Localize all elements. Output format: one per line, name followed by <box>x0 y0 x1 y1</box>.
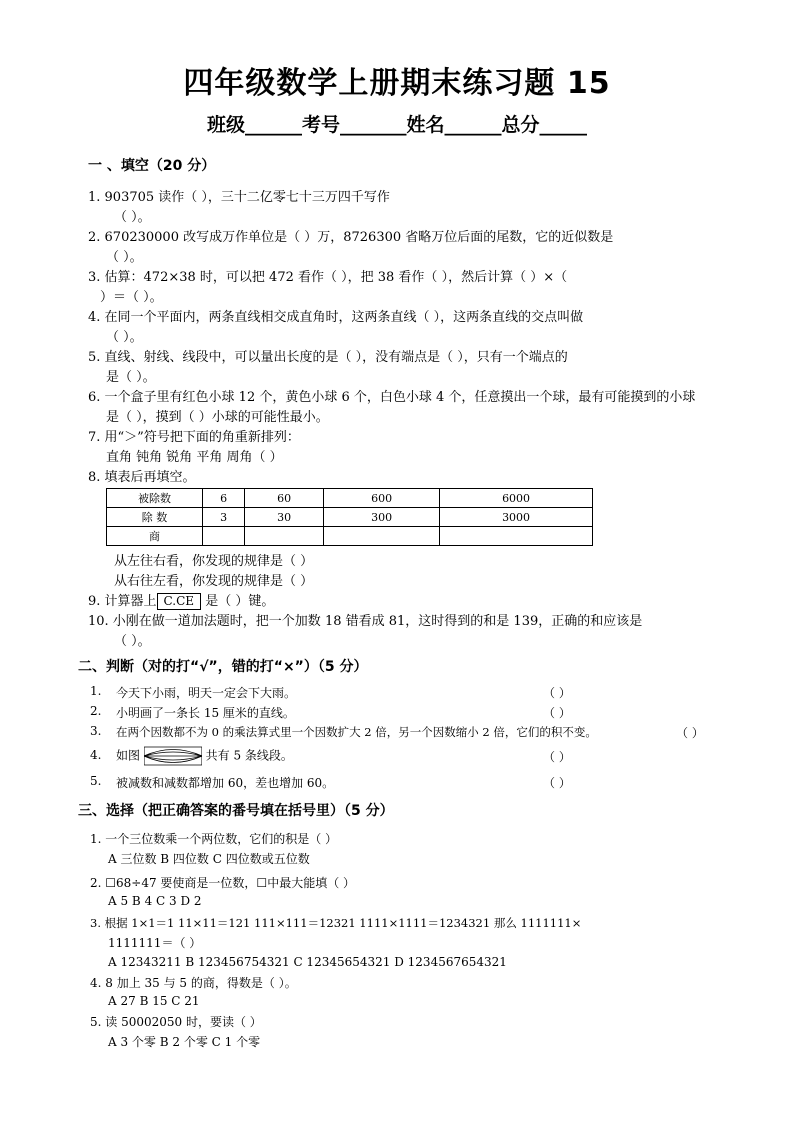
table-cell <box>203 527 245 546</box>
fill-q3-line1: 3. 估算：472×38 时，可以把 472 看作（ ），把 38 看作（ ），然后计算（ ）×（ <box>88 270 568 285</box>
fill-q3-line2: ）＝（ ）。 <box>100 290 163 305</box>
judge-q2-num: 2. <box>90 704 102 718</box>
judge-q3-text: 在两个因数都不为 0 的乘法算式里一个因数扩大 2 倍，另一个因数缩小 2 倍，它们的积不变。 <box>116 725 597 739</box>
table-cell <box>245 527 324 546</box>
fill-q5-line1: 5. 直线、射线、线段中，可以量出长度的是（ ），没有端点是（ ），只有一个端点的 <box>88 350 568 365</box>
choice-q5-stem: 5. 读 50002050 时，要读（ ） <box>90 1015 262 1029</box>
page-title: 四年级数学上册期末练习题 15 <box>183 66 611 101</box>
table-cell: 60 <box>245 489 324 508</box>
section1-heading: 一 、填空（20 分） <box>88 158 216 174</box>
judge-q4-num: 4. <box>90 748 102 762</box>
fill-q1-line2: （ ）。 <box>114 210 151 225</box>
fill-q6-line2: 是（ ），摸到（ ）小球的可能性最小。 <box>106 410 329 425</box>
choice-q1-stem: 1. 一个三位数乘一个两位数，它们的积是（ ） <box>90 832 338 846</box>
table-row <box>107 489 593 508</box>
judge-q1-text: 今天下小雨，明天一定会下大雨。 <box>116 686 297 700</box>
choice-q2-stem: 2. ☐68÷47 要使商是一位数，☐中最大能填（ ） <box>90 876 356 890</box>
fill-q9-suffix: 是（ ）键。 <box>201 594 275 609</box>
lens-lines-figure <box>144 745 202 767</box>
judge-q4-text-before: 如图 <box>116 748 141 763</box>
fill-q2-line2: （ ）。 <box>106 250 143 265</box>
fill-q6-line1: 6. 一个盒子里有红色小球 12 个，黄色小球 6 个，白色小球 4 个，任意摸出一个球，最有可能摸到的小球 <box>88 390 696 405</box>
table-cell: 除 数 <box>107 508 203 527</box>
judge-q5-num: 5. <box>90 774 102 788</box>
table-cell: 6 <box>203 489 245 508</box>
judge-q5-paren: （ ） <box>543 776 571 790</box>
table-cell: 3000 <box>440 508 593 527</box>
table-cell: 300 <box>324 508 440 527</box>
fill-q9-prefix: 9. 计算器上 <box>88 594 157 609</box>
judge-q2-paren: （ ） <box>543 706 571 720</box>
fill-q4-line2: （ ）。 <box>106 330 143 345</box>
calculator-key-cce: C.CE <box>157 593 202 610</box>
table-cell: 商 <box>107 527 203 546</box>
choice-q4-stem: 4. 8 加上 35 与 5 的商，得数是（ ）。 <box>90 976 297 990</box>
judge-q1-num: 1. <box>90 684 102 698</box>
table-cell <box>324 527 440 546</box>
fill-q10-line1: 10. 小刚在做一道加法题时，把一个加数 18 错看成 81，这时得到的和是 139，正确的和应该是 <box>88 614 643 629</box>
fill-q7-line1: 7. 用“＞”符号把下面的角重新排列： <box>88 430 300 445</box>
choice-q3-stem-line2: 1111111＝（ ） <box>108 936 202 950</box>
table-cell: 30 <box>245 508 324 527</box>
table-row <box>107 527 593 546</box>
judge-q5-text: 被减数和减数都增加 60，差也增加 60。 <box>116 776 335 790</box>
judge-q4-paren: （ ） <box>543 750 571 764</box>
table-cell: 3 <box>203 508 245 527</box>
table-cell: 6000 <box>440 489 593 508</box>
pattern-right-left: 从右往左看，你发现的规律是（ ） <box>114 574 314 589</box>
fill-q5-line2: 是（ ）。 <box>106 370 156 385</box>
fill-q10-line2: （ ）。 <box>114 634 151 649</box>
fill-q9 <box>88 590 274 610</box>
choice-q4-options: A 27 B 15 C 21 <box>108 994 200 1008</box>
fill-q1-line1: 1. 903705 读作（ ），三十二亿零七十三万四千写作 <box>88 190 390 205</box>
fill-q4-line1: 4. 在同一个平面内，两条直线相交成直角时，这两条直线（ ），这两条直线的交点叫做 <box>88 310 584 325</box>
judge-q4-text-after: 共有 5 条线段。 <box>205 748 293 763</box>
table-row <box>107 508 593 527</box>
judge-q2-text: 小明画了一条长 15 厘米的直线。 <box>116 706 295 720</box>
table-cell: 被除数 <box>107 489 203 508</box>
fill-q2-line1: 2. 670230000 改写成万作单位是（ ）万，8726300 省略万位后面的尾数，它的近似数是 <box>88 230 614 245</box>
student-info-line: 班级______考号_______姓名______总分_____ <box>206 114 587 136</box>
section3-heading: 三、选择（把正确答案的番号填在括号里）（5 分） <box>78 803 394 819</box>
choice-q5-options: A 3 个零 B 2 个零 C 1 个零 <box>108 1035 261 1049</box>
fill-q8-line1: 8. 填表后再填空。 <box>88 470 196 485</box>
choice-q3-options: A 12343211 B 123456754321 C 12345654321 D 1234567654321 <box>108 955 507 969</box>
choice-q2-options: A 5 B 4 C 3 D 2 <box>108 894 202 908</box>
table-cell <box>440 527 593 546</box>
table-cell: 600 <box>324 489 440 508</box>
choice-q1-options: A 三位数 B 四位数 C 四位数或五位数 <box>108 852 310 866</box>
pattern-left-right: 从左往右看，你发现的规律是（ ） <box>114 554 314 569</box>
judge-q3-num: 3. <box>90 724 102 738</box>
fill-q7-line2: 直角 钝角 锐角 平角 周角（ ） <box>106 450 283 465</box>
choice-q3-stem-line1: 3. 根据 1×1＝1 11×11＝121 111×111＝12321 1111×1111＝1234321 那么 1111111× <box>90 916 582 930</box>
judge-q4-line <box>116 745 293 767</box>
judge-q1-paren: （ ） <box>543 686 571 700</box>
division-table <box>106 488 593 546</box>
section2-heading: 二、判断（对的打“√”，错的打“×”）（5 分） <box>78 659 368 675</box>
judge-q3-paren: （ ） <box>676 726 704 740</box>
